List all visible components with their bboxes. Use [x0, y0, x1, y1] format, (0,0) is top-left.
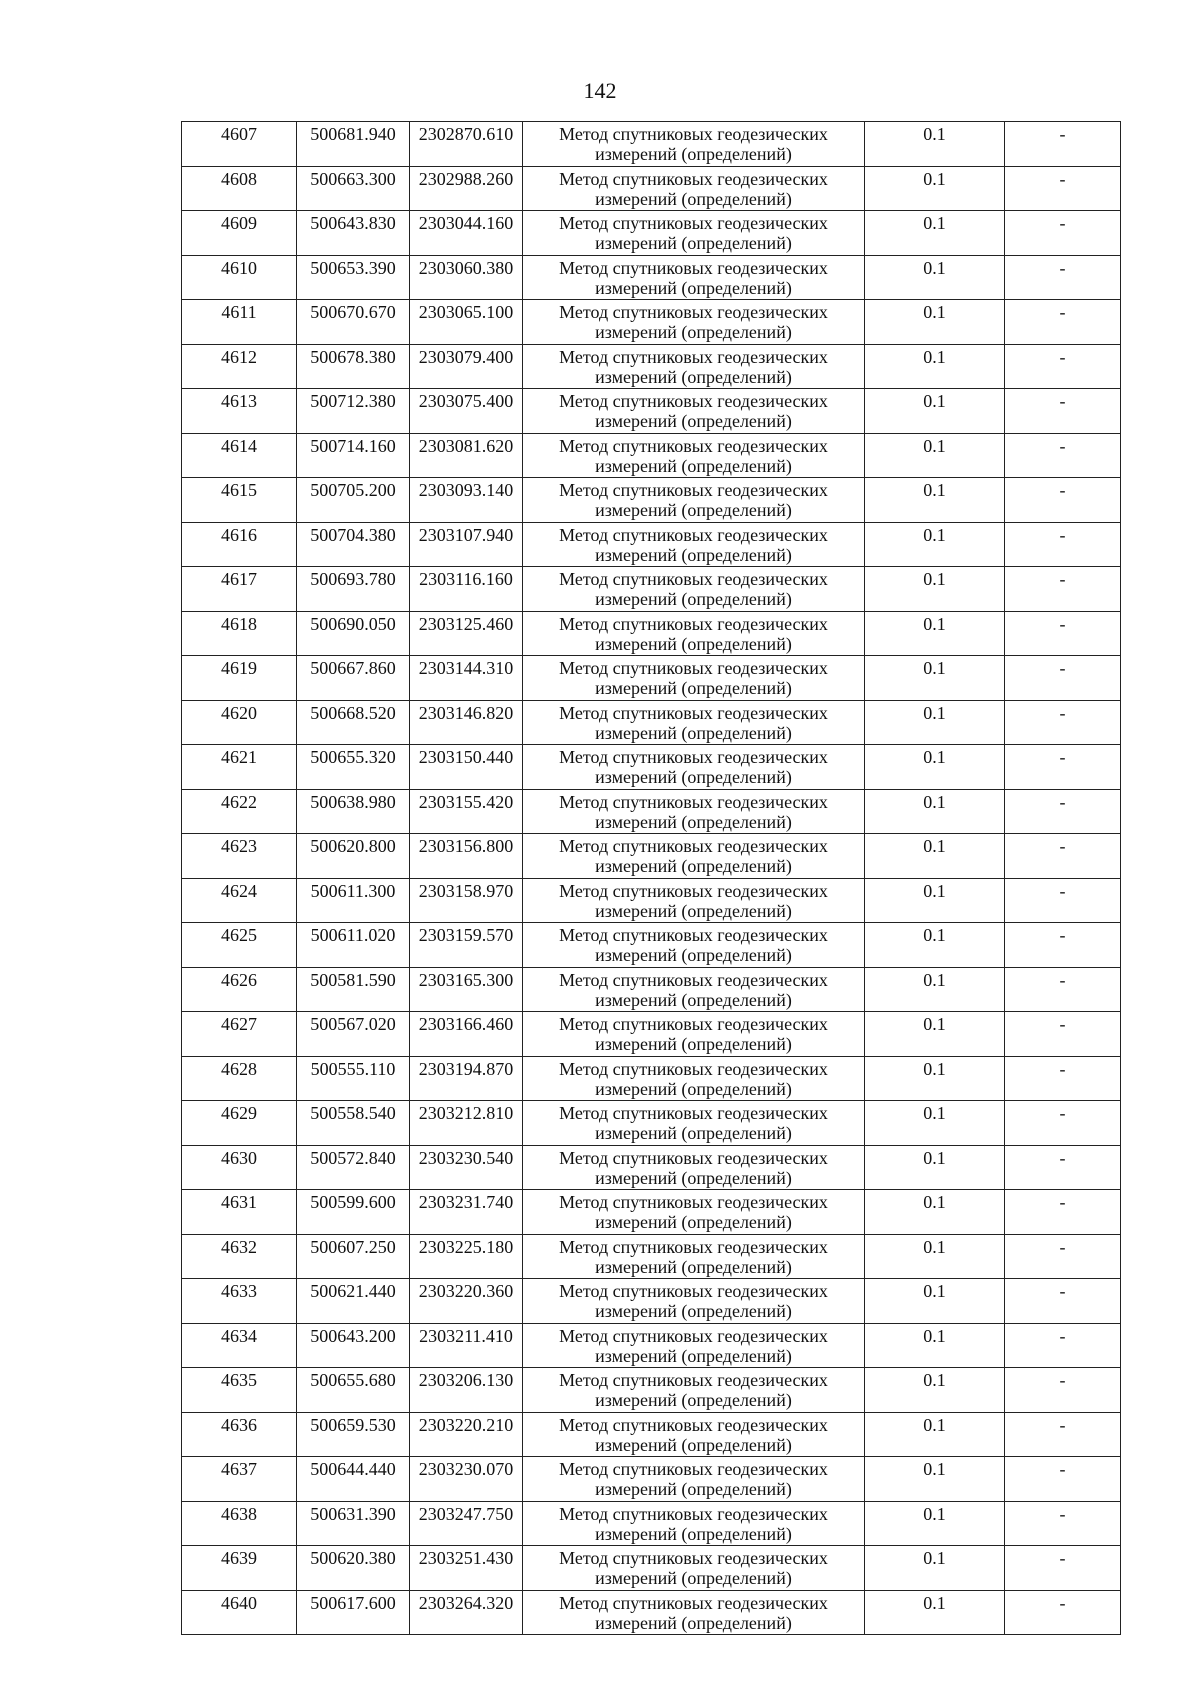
point-number: 4630: [182, 1145, 297, 1190]
method-cell: Метод спутниковых геодезических измерений (определений): [523, 522, 865, 567]
table-row: [182, 789, 1121, 834]
point-number: 4622: [182, 789, 297, 834]
method-cell: Метод спутниковых геодезических измерений (определений): [523, 923, 865, 968]
coord-y: 2303251.430: [410, 1546, 523, 1591]
accuracy: 0.1: [865, 789, 1005, 834]
coord-x: 500558.540: [297, 1101, 410, 1146]
point-number: 4625: [182, 923, 297, 968]
accuracy: 0.1: [865, 745, 1005, 790]
extra-cell: -: [1005, 433, 1121, 478]
table-row: [182, 1012, 1121, 1057]
accuracy: 0.1: [865, 1279, 1005, 1324]
extra-cell: -: [1005, 211, 1121, 256]
extra-cell: -: [1005, 656, 1121, 701]
coord-x: 500611.300: [297, 878, 410, 923]
coord-y: 2303060.380: [410, 255, 523, 300]
extra-cell: -: [1005, 1457, 1121, 1502]
extra-cell: -: [1005, 834, 1121, 879]
table-row: [182, 656, 1121, 701]
coord-y: 2303165.300: [410, 967, 523, 1012]
point-number: 4607: [182, 122, 297, 167]
table-row: [182, 1101, 1121, 1146]
coord-y: 2303065.100: [410, 300, 523, 345]
extra-cell: -: [1005, 1145, 1121, 1190]
coord-y: 2303159.570: [410, 923, 523, 968]
coord-x: 500670.670: [297, 300, 410, 345]
point-number: 4627: [182, 1012, 297, 1057]
extra-cell: -: [1005, 745, 1121, 790]
extra-cell: -: [1005, 967, 1121, 1012]
coordinates-table: [181, 121, 1121, 1635]
method-cell: Метод спутниковых геодезических измерений (определений): [523, 166, 865, 211]
point-number: 4634: [182, 1323, 297, 1368]
coord-y: 2303220.360: [410, 1279, 523, 1324]
coord-x: 500655.680: [297, 1368, 410, 1413]
table-row: [182, 611, 1121, 656]
point-number: 4620: [182, 700, 297, 745]
coord-y: 2303093.140: [410, 478, 523, 523]
coord-y: 2303158.970: [410, 878, 523, 923]
accuracy: 0.1: [865, 1145, 1005, 1190]
coord-y: 2303220.210: [410, 1412, 523, 1457]
extra-cell: -: [1005, 1101, 1121, 1146]
coord-x: 500621.440: [297, 1279, 410, 1324]
table-row: [182, 923, 1121, 968]
method-cell: Метод спутниковых геодезических измерений (определений): [523, 255, 865, 300]
table-row: [182, 1145, 1121, 1190]
table-row: [182, 1234, 1121, 1279]
coord-y: 2303116.160: [410, 567, 523, 612]
method-cell: Метод спутниковых геодезических измерений (определений): [523, 122, 865, 167]
point-number: 4626: [182, 967, 297, 1012]
table-row: [182, 166, 1121, 211]
extra-cell: -: [1005, 300, 1121, 345]
accuracy: 0.1: [865, 1190, 1005, 1235]
coord-x: 500714.160: [297, 433, 410, 478]
coord-x: 500663.300: [297, 166, 410, 211]
coord-x: 500643.200: [297, 1323, 410, 1368]
coord-y: 2303079.400: [410, 344, 523, 389]
table-row: [182, 834, 1121, 879]
method-cell: Метод спутниковых геодезических измерений (определений): [523, 1012, 865, 1057]
coord-y: 2303166.460: [410, 1012, 523, 1057]
coord-y: 2303075.400: [410, 389, 523, 434]
accuracy: 0.1: [865, 923, 1005, 968]
coord-x: 500681.940: [297, 122, 410, 167]
table-row: [182, 567, 1121, 612]
point-number: 4611: [182, 300, 297, 345]
extra-cell: -: [1005, 567, 1121, 612]
table-row: [182, 1323, 1121, 1368]
accuracy: 0.1: [865, 611, 1005, 656]
method-cell: Метод спутниковых геодезических измерений (определений): [523, 834, 865, 879]
coord-x: 500655.320: [297, 745, 410, 790]
extra-cell: -: [1005, 344, 1121, 389]
method-cell: Метод спутниковых геодезических измерений (определений): [523, 1101, 865, 1146]
method-cell: Метод спутниковых геодезических измерений (определений): [523, 1546, 865, 1591]
method-cell: Метод спутниковых геодезических измерений (определений): [523, 1590, 865, 1635]
method-cell: Метод спутниковых геодезических измерений (определений): [523, 700, 865, 745]
method-cell: Метод спутниковых геодезических измерений (определений): [523, 789, 865, 834]
accuracy: 0.1: [865, 166, 1005, 211]
coord-x: 500620.380: [297, 1546, 410, 1591]
point-number: 4623: [182, 834, 297, 879]
coord-x: 500693.780: [297, 567, 410, 612]
point-number: 4640: [182, 1590, 297, 1635]
extra-cell: -: [1005, 789, 1121, 834]
coord-x: 500638.980: [297, 789, 410, 834]
accuracy: 0.1: [865, 1501, 1005, 1546]
accuracy: 0.1: [865, 1457, 1005, 1502]
coord-y: 2303230.070: [410, 1457, 523, 1502]
coord-y: 2303212.810: [410, 1101, 523, 1146]
point-number: 4632: [182, 1234, 297, 1279]
point-number: 4615: [182, 478, 297, 523]
point-number: 4631: [182, 1190, 297, 1235]
accuracy: 0.1: [865, 700, 1005, 745]
extra-cell: -: [1005, 1501, 1121, 1546]
coord-x: 500581.590: [297, 967, 410, 1012]
coord-x: 500712.380: [297, 389, 410, 434]
table-row: [182, 255, 1121, 300]
extra-cell: -: [1005, 1056, 1121, 1101]
method-cell: Метод спутниковых геодезических измерений (определений): [523, 878, 865, 923]
coord-y: 2303264.320: [410, 1590, 523, 1635]
coord-y: 2303144.310: [410, 656, 523, 701]
coord-x: 500643.830: [297, 211, 410, 256]
method-cell: Метод спутниковых геодезических измерений (определений): [523, 211, 865, 256]
point-number: 4621: [182, 745, 297, 790]
coord-x: 500572.840: [297, 1145, 410, 1190]
accuracy: 0.1: [865, 1101, 1005, 1146]
coord-x: 500611.020: [297, 923, 410, 968]
coord-y: 2303247.750: [410, 1501, 523, 1546]
point-number: 4610: [182, 255, 297, 300]
extra-cell: -: [1005, 1368, 1121, 1413]
method-cell: Метод спутниковых геодезических измерений (определений): [523, 745, 865, 790]
coord-y: 2303230.540: [410, 1145, 523, 1190]
table-row: [182, 1279, 1121, 1324]
accuracy: 0.1: [865, 1234, 1005, 1279]
method-cell: Метод спутниковых геодезических измерений (определений): [523, 1145, 865, 1190]
coord-y: 2303155.420: [410, 789, 523, 834]
method-cell: Метод спутниковых геодезических измерений (определений): [523, 1234, 865, 1279]
extra-cell: -: [1005, 878, 1121, 923]
point-number: 4636: [182, 1412, 297, 1457]
coord-x: 500704.380: [297, 522, 410, 567]
coord-x: 500653.390: [297, 255, 410, 300]
coord-x: 500678.380: [297, 344, 410, 389]
accuracy: 0.1: [865, 255, 1005, 300]
extra-cell: -: [1005, 1412, 1121, 1457]
method-cell: Метод спутниковых геодезических измерений (определений): [523, 433, 865, 478]
accuracy: 0.1: [865, 300, 1005, 345]
coord-x: 500705.200: [297, 478, 410, 523]
table-row: [182, 1546, 1121, 1591]
point-number: 4629: [182, 1101, 297, 1146]
table-row: [182, 878, 1121, 923]
method-cell: Метод спутниковых геодезических измерений (определений): [523, 1457, 865, 1502]
coordinates-table-body: [182, 122, 1121, 1635]
extra-cell: -: [1005, 478, 1121, 523]
coord-y: 2303206.130: [410, 1368, 523, 1413]
point-number: 4638: [182, 1501, 297, 1546]
method-cell: Метод спутниковых геодезических измерений (определений): [523, 1501, 865, 1546]
coord-y: 2302870.610: [410, 122, 523, 167]
coord-y: 2303107.940: [410, 522, 523, 567]
table-row: [182, 1501, 1121, 1546]
extra-cell: -: [1005, 1190, 1121, 1235]
table-row: [182, 700, 1121, 745]
extra-cell: -: [1005, 1012, 1121, 1057]
coord-y: 2303146.820: [410, 700, 523, 745]
coord-y: 2303125.460: [410, 611, 523, 656]
coord-y: 2302988.260: [410, 166, 523, 211]
method-cell: Метод спутниковых геодезических измерений (определений): [523, 478, 865, 523]
coord-x: 500690.050: [297, 611, 410, 656]
accuracy: 0.1: [865, 433, 1005, 478]
method-cell: Метод спутниковых геодезических измерений (определений): [523, 1412, 865, 1457]
point-number: 4639: [182, 1546, 297, 1591]
accuracy: 0.1: [865, 1012, 1005, 1057]
accuracy: 0.1: [865, 567, 1005, 612]
extra-cell: -: [1005, 1546, 1121, 1591]
coord-y: 2303044.160: [410, 211, 523, 256]
table-row: [182, 122, 1121, 167]
table-row: [182, 344, 1121, 389]
accuracy: 0.1: [865, 1368, 1005, 1413]
accuracy: 0.1: [865, 656, 1005, 701]
coord-x: 500567.020: [297, 1012, 410, 1057]
coord-y: 2303081.620: [410, 433, 523, 478]
table-row: [182, 522, 1121, 567]
table-row: [182, 745, 1121, 790]
point-number: 4616: [182, 522, 297, 567]
table-row: [182, 1412, 1121, 1457]
point-number: 4617: [182, 567, 297, 612]
extra-cell: -: [1005, 122, 1121, 167]
point-number: 4612: [182, 344, 297, 389]
table-row: [182, 300, 1121, 345]
table-row: [182, 211, 1121, 256]
extra-cell: -: [1005, 389, 1121, 434]
extra-cell: -: [1005, 611, 1121, 656]
point-number: 4628: [182, 1056, 297, 1101]
point-number: 4637: [182, 1457, 297, 1502]
coord-x: 500620.800: [297, 834, 410, 879]
method-cell: Метод спутниковых геодезических измерений (определений): [523, 567, 865, 612]
extra-cell: -: [1005, 1590, 1121, 1635]
coord-x: 500667.860: [297, 656, 410, 701]
coord-x: 500555.110: [297, 1056, 410, 1101]
table-row: [182, 1056, 1121, 1101]
coord-y: 2303150.440: [410, 745, 523, 790]
accuracy: 0.1: [865, 478, 1005, 523]
accuracy: 0.1: [865, 344, 1005, 389]
table-row: [182, 1457, 1121, 1502]
coord-y: 2303194.870: [410, 1056, 523, 1101]
table-row: [182, 478, 1121, 523]
method-cell: Метод спутниковых геодезических измерений (определений): [523, 611, 865, 656]
extra-cell: -: [1005, 255, 1121, 300]
accuracy: 0.1: [865, 1412, 1005, 1457]
extra-cell: -: [1005, 1279, 1121, 1324]
coord-y: 2303231.740: [410, 1190, 523, 1235]
point-number: 4624: [182, 878, 297, 923]
accuracy: 0.1: [865, 1323, 1005, 1368]
coord-y: 2303211.410: [410, 1323, 523, 1368]
coord-x: 500644.440: [297, 1457, 410, 1502]
table-row: [182, 389, 1121, 434]
point-number: 4619: [182, 656, 297, 701]
coord-x: 500617.600: [297, 1590, 410, 1635]
method-cell: Метод спутниковых геодезических измерений (определений): [523, 656, 865, 701]
accuracy: 0.1: [865, 389, 1005, 434]
extra-cell: -: [1005, 166, 1121, 211]
extra-cell: -: [1005, 923, 1121, 968]
coord-x: 500599.600: [297, 1190, 410, 1235]
coord-x: 500607.250: [297, 1234, 410, 1279]
table-row: [182, 1190, 1121, 1235]
method-cell: Метод спутниковых геодезических измерений (определений): [523, 1056, 865, 1101]
extra-cell: -: [1005, 1323, 1121, 1368]
point-number: 4608: [182, 166, 297, 211]
point-number: 4614: [182, 433, 297, 478]
method-cell: Метод спутниковых геодезических измерений (определений): [523, 1368, 865, 1413]
point-number: 4635: [182, 1368, 297, 1413]
point-number: 4613: [182, 389, 297, 434]
coord-y: 2303225.180: [410, 1234, 523, 1279]
extra-cell: -: [1005, 522, 1121, 567]
method-cell: Метод спутниковых геодезических измерений (определений): [523, 300, 865, 345]
accuracy: 0.1: [865, 1546, 1005, 1591]
method-cell: Метод спутниковых геодезических измерений (определений): [523, 967, 865, 1012]
method-cell: Метод спутниковых геодезических измерений (определений): [523, 1190, 865, 1235]
point-number: 4618: [182, 611, 297, 656]
table-row: [182, 1590, 1121, 1635]
coord-x: 500659.530: [297, 1412, 410, 1457]
table-row: [182, 433, 1121, 478]
accuracy: 0.1: [865, 1056, 1005, 1101]
method-cell: Метод спутниковых геодезических измерений (определений): [523, 1279, 865, 1324]
table-row: [182, 1368, 1121, 1413]
coord-x: 500631.390: [297, 1501, 410, 1546]
method-cell: Метод спутниковых геодезических измерений (определений): [523, 1323, 865, 1368]
accuracy: 0.1: [865, 211, 1005, 256]
method-cell: Метод спутниковых геодезических измерений (определений): [523, 344, 865, 389]
coord-y: 2303156.800: [410, 834, 523, 879]
accuracy: 0.1: [865, 967, 1005, 1012]
accuracy: 0.1: [865, 834, 1005, 879]
accuracy: 0.1: [865, 1590, 1005, 1635]
extra-cell: -: [1005, 700, 1121, 745]
table-row: [182, 967, 1121, 1012]
method-cell: Метод спутниковых геодезических измерений (определений): [523, 389, 865, 434]
accuracy: 0.1: [865, 122, 1005, 167]
page-number: 142: [583, 78, 617, 103]
accuracy: 0.1: [865, 522, 1005, 567]
point-number: 4633: [182, 1279, 297, 1324]
extra-cell: -: [1005, 1234, 1121, 1279]
accuracy: 0.1: [865, 878, 1005, 923]
point-number: 4609: [182, 211, 297, 256]
coord-x: 500668.520: [297, 700, 410, 745]
